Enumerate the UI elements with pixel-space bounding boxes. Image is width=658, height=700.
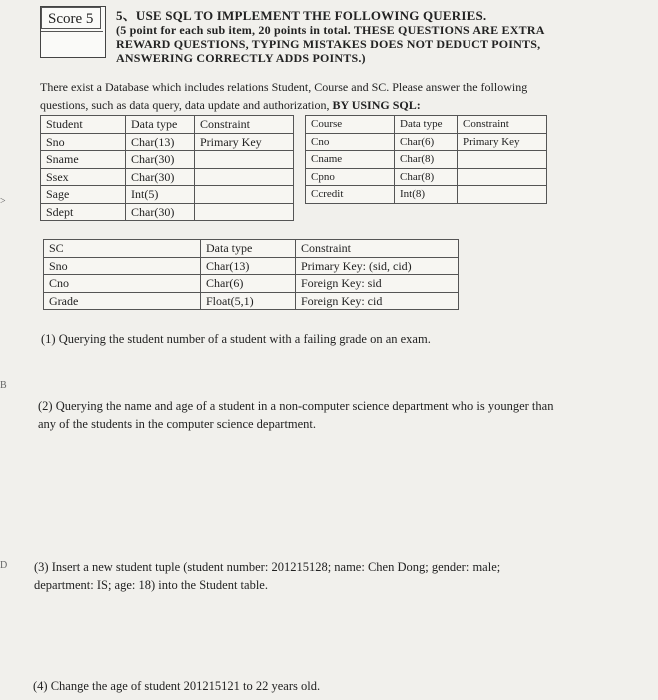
table-row [306, 168, 547, 186]
table-cell: Char(8) [395, 151, 458, 169]
course-table [305, 115, 547, 204]
table-cell: Int(8) [395, 186, 458, 204]
question-5-note: (5 point for each sub item, 20 points in total. THESE QUESTIONS ARE EXTRA [116, 23, 545, 37]
table-cell [458, 168, 547, 186]
table-cell: Cno [44, 275, 201, 293]
question-2-line: any of the students in the computer science department. [38, 417, 317, 431]
table-header-cell: Data type [395, 116, 458, 134]
score-box [40, 6, 106, 58]
table-cell: Char(8) [395, 168, 458, 186]
table-row [41, 203, 294, 221]
table-cell: Char(6) [201, 275, 296, 293]
table-row [41, 186, 294, 204]
question-3-line: department: IS; age: 18) into the Student table. [34, 578, 268, 592]
table-cell: Char(30) [126, 151, 195, 169]
table-cell [195, 168, 294, 186]
table-header-cell: Course [306, 116, 395, 134]
table-cell [458, 186, 547, 204]
question-2-line: (2) Querying the name and age of a student in a non-computer science department who is younger than [38, 399, 554, 413]
table-cell: Ccredit [306, 186, 395, 204]
table-row [41, 168, 294, 186]
table-header-row [306, 116, 547, 134]
question-5-title: 5、USE SQL TO IMPLEMENT THE FOLLOWING QUERIES. [116, 8, 487, 23]
table-cell: Sage [41, 186, 126, 204]
table-row [306, 151, 547, 169]
table-cell: Foreign Key: cid [296, 292, 459, 310]
table-header-cell: Student [41, 116, 126, 134]
student-table [40, 115, 294, 221]
intro-line: There exist a Database which includes relations Student, Course and SC. Please answer the following [40, 80, 528, 94]
table-cell: Sno [44, 257, 201, 275]
question-5-note: ANSWERING CORRECTLY ADDS POINTS.) [116, 51, 366, 65]
question-3 [34, 558, 634, 594]
table-header-cell: Data type [126, 116, 195, 134]
table-row [41, 151, 294, 169]
table-cell: Char(13) [126, 133, 195, 151]
table-cell: Primary Key [458, 133, 547, 151]
score-blank [41, 31, 103, 56]
table-row [44, 275, 459, 293]
table-header-cell: Constraint [458, 116, 547, 134]
table-header-cell: Constraint [296, 240, 459, 258]
question-5-header [116, 9, 545, 65]
question-4: (4) Change the age of student 201215121 to 22 years old. [33, 679, 321, 693]
score-label: Score 5 [41, 7, 101, 29]
intro-text: questions, such as data query, data update and authorization, [40, 97, 333, 112]
intro-emphasis: BY USING SQL: [332, 97, 421, 112]
table-cell: Cpno [306, 168, 395, 186]
table-cell [195, 186, 294, 204]
margin-mark: D [0, 560, 8, 571]
table-cell: Char(30) [126, 203, 195, 221]
table-cell: Grade [44, 292, 201, 310]
table-cell: Char(30) [126, 168, 195, 186]
table-row [41, 133, 294, 151]
table-cell [195, 151, 294, 169]
table-header-cell: SC [44, 240, 201, 258]
table-cell [195, 203, 294, 221]
question-2 [38, 397, 618, 433]
table-header-row [44, 240, 459, 258]
table-cell: Primary Key [195, 133, 294, 151]
table-cell: Cname [306, 151, 395, 169]
table-cell: Float(5,1) [201, 292, 296, 310]
table-cell: Sname [41, 151, 126, 169]
table-cell [458, 151, 547, 169]
table-cell: Int(5) [126, 186, 195, 204]
margin-mark: B [0, 380, 7, 391]
sc-table [43, 239, 459, 310]
table-row [306, 133, 547, 151]
table-row [306, 186, 547, 204]
margin-mark: > [0, 196, 6, 207]
table-header-cell: Data type [201, 240, 296, 258]
table-cell: Ssex [41, 168, 126, 186]
question-5-note: REWARD QUESTIONS, TYPING MISTAKES DOES NOT DEDUCT POINTS, [116, 37, 541, 51]
table-row [44, 257, 459, 275]
table-cell: Sno [41, 133, 126, 151]
table-cell: Foreign Key: sid [296, 275, 459, 293]
table-cell: Char(6) [395, 133, 458, 151]
question-1: (1) Querying the student number of a student with a failing grade on an exam. [41, 332, 431, 346]
table-cell: Primary Key: (sid, cid) [296, 257, 459, 275]
intro-paragraph [40, 79, 585, 114]
table-row [44, 292, 459, 310]
table-cell: Cno [306, 133, 395, 151]
intro-line [40, 97, 585, 115]
table-cell: Sdept [41, 203, 126, 221]
table-header-row [41, 116, 294, 134]
table-cell: Char(13) [201, 257, 296, 275]
table-header-cell: Constraint [195, 116, 294, 134]
question-3-line: (3) Insert a new student tuple (student number: 201215128; name: Chen Dong; gender: male; [34, 560, 501, 574]
